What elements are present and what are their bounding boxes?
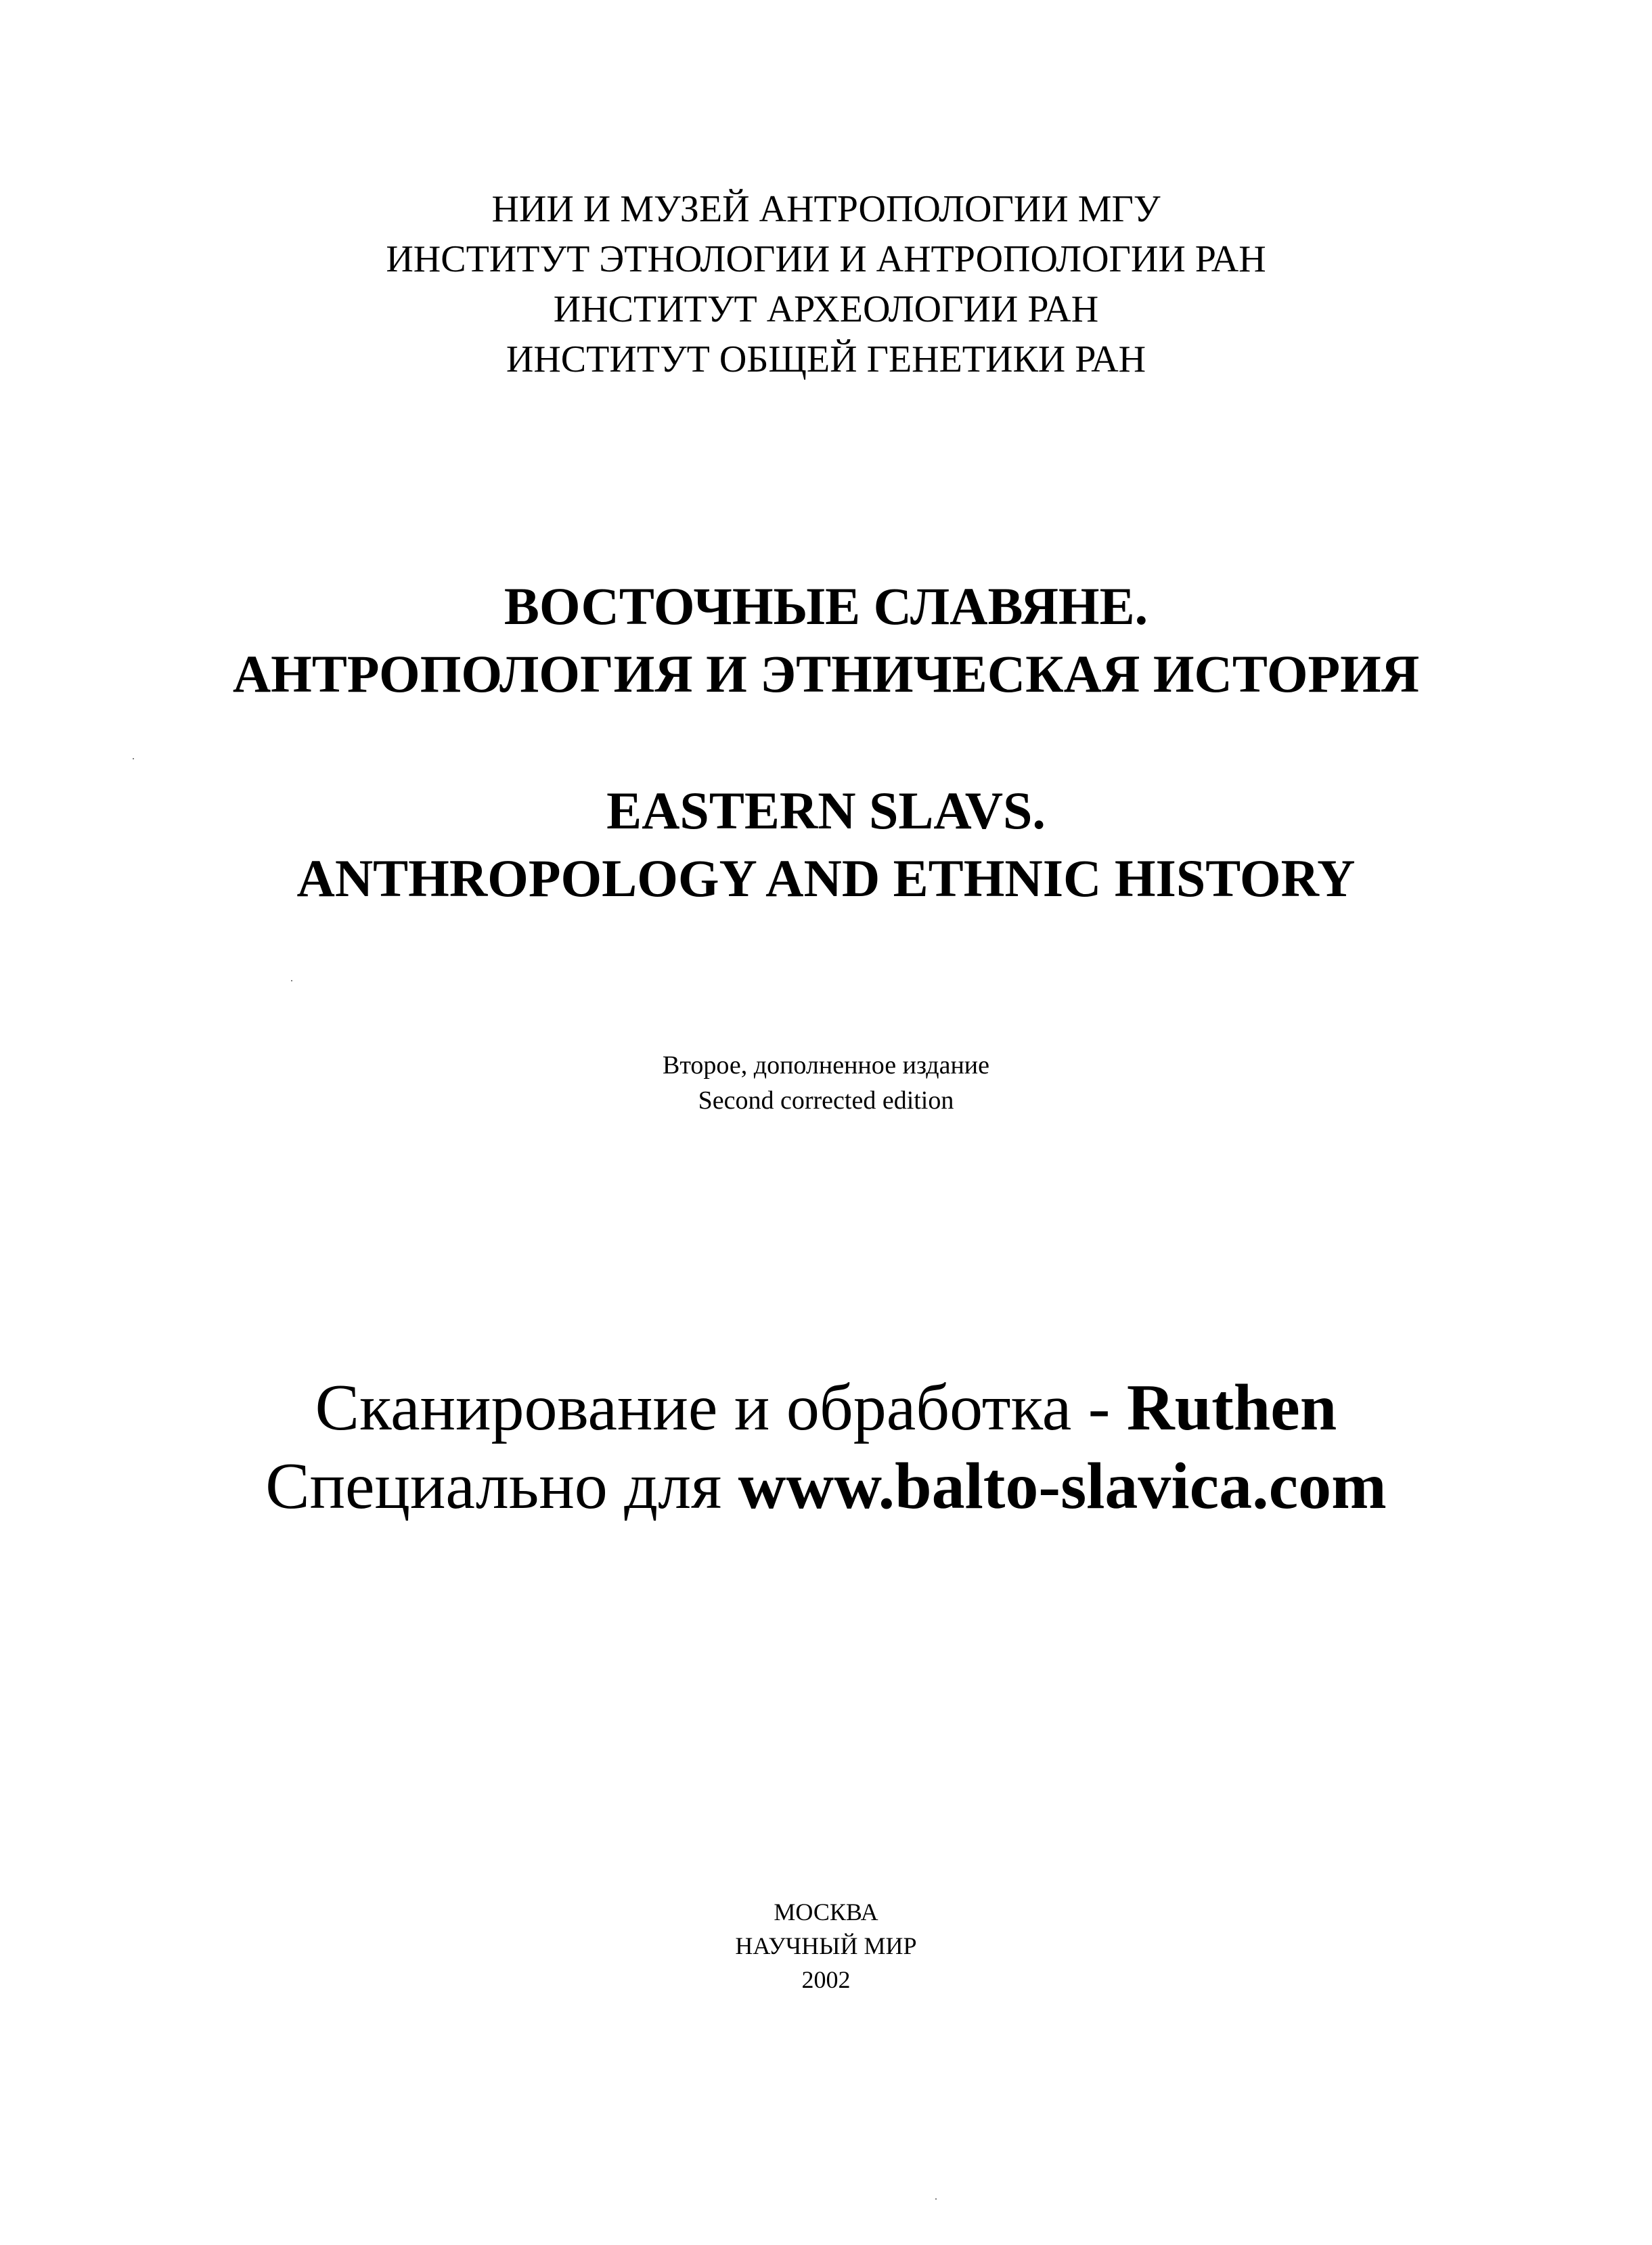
book-title-russian [0,573,1652,708]
imprint-publisher: НАУЧНЫЙ МИР [735,1932,917,1959]
credits-site-link[interactable]: www.balto-slavica.com [738,1450,1387,1523]
credits-line-1 [0,1369,1652,1447]
title-ru-line: АНТРОПОЛОГИЯ И ЭТНИЧЕСКАЯ ИСТОРИЯ [232,644,1420,703]
scan-speck [133,758,134,759]
title-en-line: EASTERN SLAVS. [606,781,1046,840]
credits-scanner-name: Ruthen [1126,1371,1337,1444]
book-title-english [0,777,1652,912]
title-en-line: ANTHROPOLOGY AND ETHNIC HISTORY [296,849,1356,908]
institution-line: НИИ И МУЗЕЙ АНТРОПОЛОГИИ МГУ [491,188,1161,230]
scan-speck [291,980,292,981]
imprint [0,1895,1652,1997]
institutions-list [0,184,1652,384]
edition-ru: Второе, дополненное издание [662,1051,989,1080]
edition-en: Second corrected edition [698,1086,954,1115]
imprint-city: МОСКВА [774,1898,878,1926]
scan-speck [935,2198,937,2200]
institution-line: ИНСТИТУТ ЭТНОЛОГИИ И АНТРОПОЛОГИИ РАН [386,238,1266,280]
edition-note [0,1048,1652,1118]
scan-credits [0,1369,1652,1526]
institution-line: ИНСТИТУТ АРХЕОЛОГИИ РАН [553,288,1099,330]
institution-line: ИНСТИТУТ ОБЩЕЙ ГЕНЕТИКИ РАН [506,338,1146,380]
credits-line-2 [0,1447,1652,1526]
credits-scan-label: Сканирование и обработка - [315,1371,1127,1444]
title-ru-line: ВОСТОЧНЫЕ СЛАВЯНЕ. [504,577,1148,636]
imprint-year: 2002 [801,1966,851,1993]
credits-for-label: Специально для [265,1450,738,1523]
